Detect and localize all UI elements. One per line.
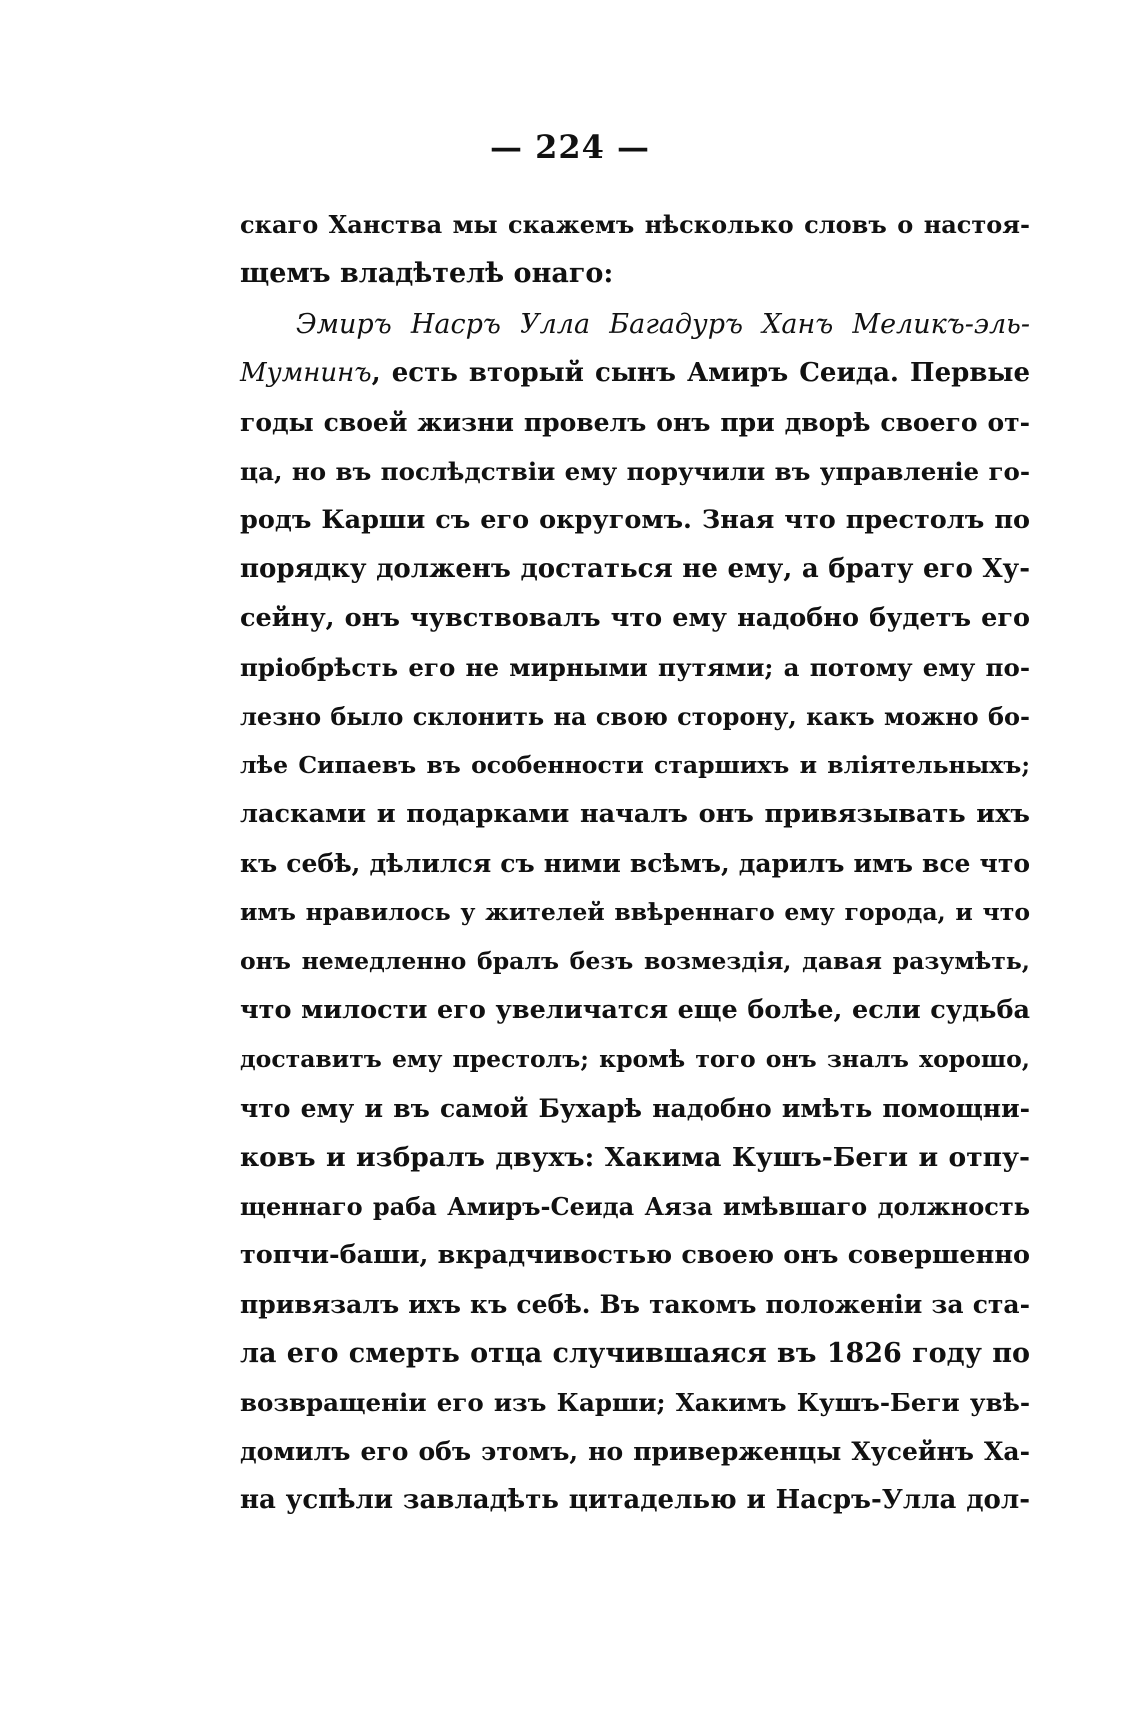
- text-line: щеннаго раба Амиръ-Сеида Аяза имѣвшаго должность: [240, 1192, 1030, 1221]
- text-line: лѣе Сипаевъ въ особенности старшихъ и вліятельныхъ;: [240, 751, 1030, 779]
- text-line: топчи-баши, вкрадчивостью своею онъ совершенно: [240, 1240, 1030, 1270]
- text-line: [240, 349, 1030, 398]
- text-line: привязалъ ихъ къ себѣ. Въ такомъ положеніи за ста-: [240, 1290, 1030, 1319]
- text-line: домилъ его объ этомъ, но приверженцы Хусейнъ Ха-: [240, 1437, 1030, 1466]
- text-line: онъ немедленно бралъ безъ возмездія, давая разумѣть,: [240, 947, 1030, 975]
- text-line: пріобрѣсть его не мирными путями; а потому ему по-: [240, 653, 1030, 682]
- text-line: ковъ и избралъ двухъ: Хакима Кушъ-Беги и отпу-: [240, 1142, 1030, 1173]
- text-line: ласками и подарками началъ онъ привязывать ихъ: [240, 799, 1030, 829]
- text-line: къ себѣ, дѣлился съ ними всѣмъ, дарилъ имъ все что: [240, 849, 1030, 878]
- text-line: лезно было склонить на свою сторону, какъ можно бо-: [240, 702, 1030, 731]
- text-line: порядку долженъ достаться не ему, а брату его Ху-: [240, 554, 1030, 584]
- text-line: что ему и въ самой Бухарѣ надобно имѣть помощни-: [240, 1094, 1030, 1123]
- italic-name: Эмиръ Насръ Улла Багадуръ Ханъ Меликъ-эль-: [296, 309, 1030, 340]
- text-line: что милости его увеличатся еще болѣе, если судьба: [240, 995, 1030, 1025]
- text-line: сейну, онъ чувствовалъ что ему надобно будетъ его: [240, 603, 1030, 633]
- italic-name: Мумнинъ: [240, 358, 372, 388]
- text-line: ца, но въ послѣдствіи ему поручили въ управленіе го-: [240, 457, 1030, 486]
- text-line: доставитъ ему престолъ; кромѣ того онъ зналъ хорошо,: [240, 1045, 1030, 1073]
- text-line: [240, 300, 1030, 349]
- page-number: — 224 —: [489, 128, 651, 166]
- text-span: , есть вторый сынъ Амиръ Сеида. Первые: [371, 358, 1030, 388]
- text-line: ла его смерть отца случившаяся въ 1826 году по: [240, 1338, 1030, 1369]
- main-text: [240, 200, 1030, 1525]
- text-line: годы своей жизни провелъ онъ при дворѣ своего от-: [240, 408, 1030, 437]
- text-line: имъ нравилось у жителей ввѣреннаго ему города, и что: [240, 898, 1030, 926]
- text-line: щемъ владѣтелѣ онаго:: [240, 258, 614, 289]
- text-line: родъ Карши съ его округомъ. Зная что престолъ по: [240, 505, 1030, 535]
- text-line: скаго Ханства мы скажемъ нѣсколько словъ о настоя-: [240, 210, 1030, 239]
- text-line: на успѣли завладѣть цитаделью и Насръ-Улла дол-: [240, 1485, 1030, 1515]
- text-line: возвращеніи его изъ Карши; Хакимъ Кушъ-Беги увѣ-: [240, 1388, 1030, 1417]
